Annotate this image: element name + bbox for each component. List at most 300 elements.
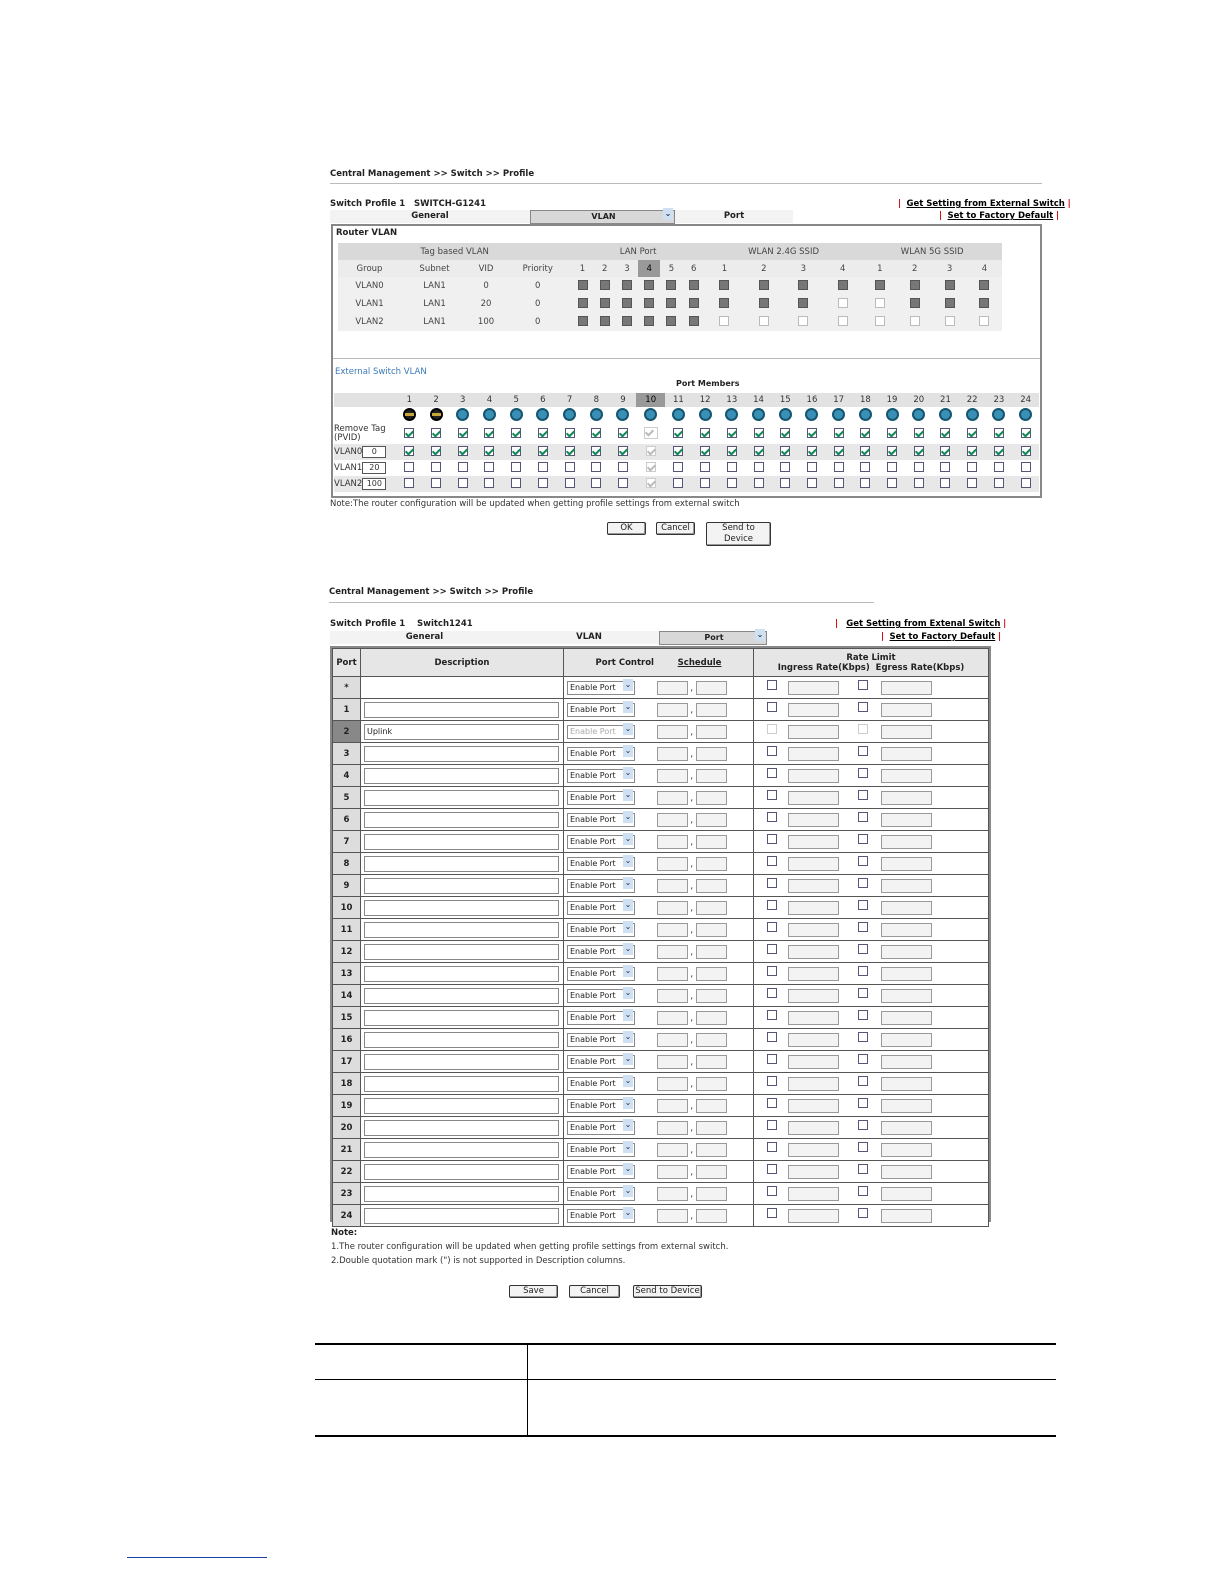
ingress-checkbox[interactable] [767,1076,777,1086]
vlan-id-input[interactable]: 0 [362,446,386,458]
remove-tag-checkbox[interactable] [404,428,414,438]
lan-member-checkbox[interactable] [578,316,588,326]
wlan5-member-checkbox[interactable] [910,316,920,326]
egress-checkbox[interactable] [858,988,868,998]
vlan-member-checkbox[interactable] [860,478,870,488]
description-input[interactable] [364,1120,559,1136]
ingress-rate-input[interactable] [788,1165,839,1179]
vlan-member-checkbox[interactable] [458,478,468,488]
remove-tag-checkbox[interactable] [1021,428,1031,438]
egress-checkbox[interactable] [858,680,868,690]
remove-tag-checkbox[interactable] [484,428,494,438]
schedule-input[interactable] [657,901,688,915]
vlan-member-checkbox[interactable] [727,478,737,488]
wlan5-member-checkbox[interactable] [945,316,955,326]
vlan-member-checkbox[interactable] [887,446,897,456]
schedule-input[interactable] [696,967,727,981]
schedule-input[interactable] [657,1011,688,1025]
port-control-select[interactable]: Enable Port ⌄ [567,901,635,915]
remove-tag-checkbox[interactable] [754,428,764,438]
schedule-input[interactable] [657,725,688,739]
vlan-member-checkbox[interactable] [565,446,575,456]
vlan-member-checkbox[interactable] [1021,462,1031,472]
schedule-input[interactable] [657,1165,688,1179]
schedule-input[interactable] [657,1033,688,1047]
egress-rate-input[interactable] [881,813,932,827]
port-control-select[interactable]: Enable Port ⌄ [567,967,635,981]
ingress-rate-input[interactable] [788,703,839,717]
vlan-member-checkbox[interactable] [565,478,575,488]
vlan-member-checkbox[interactable] [618,478,628,488]
lan-member-checkbox[interactable] [689,298,699,308]
vlan-member-checkbox[interactable] [458,446,468,456]
schedule-input[interactable] [696,879,727,893]
ingress-rate-input[interactable] [788,747,839,761]
egress-checkbox[interactable] [858,1164,868,1174]
wlan5-member-checkbox[interactable] [945,280,955,290]
description-input[interactable] [364,1098,559,1114]
description-input[interactable] [364,900,559,916]
vlan-member-checkbox[interactable] [431,478,441,488]
egress-checkbox[interactable] [858,1142,868,1152]
wlan5-member-checkbox[interactable] [875,298,885,308]
schedule-input[interactable] [696,791,727,805]
ingress-checkbox[interactable] [767,878,777,888]
wlan5-member-checkbox[interactable] [910,280,920,290]
vlan-member-checkbox[interactable] [754,478,764,488]
schedule-input[interactable] [696,835,727,849]
wlan5-member-checkbox[interactable] [875,280,885,290]
factory-default-link[interactable]: Set to Factory Default [889,632,996,642]
description-input[interactable] [364,1186,559,1202]
port-control-select[interactable]: Enable Port ⌄ [567,835,635,849]
vlan-member-checkbox[interactable] [591,446,601,456]
wlan24-member-checkbox[interactable] [759,298,769,308]
schedule-input[interactable] [657,835,688,849]
vlan-member-checkbox[interactable] [404,446,414,456]
ingress-rate-input[interactable] [788,1121,839,1135]
egress-rate-input[interactable] [881,747,932,761]
ingress-rate-input[interactable] [788,1055,839,1069]
egress-checkbox[interactable] [858,746,868,756]
ingress-checkbox[interactable] [767,922,777,932]
schedule-input[interactable] [696,989,727,1003]
lan-member-checkbox[interactable] [666,316,676,326]
tab-general[interactable]: General [330,210,530,223]
egress-checkbox[interactable] [858,1208,868,1218]
tab-port[interactable]: Port [675,210,793,223]
egress-rate-input[interactable] [881,1187,932,1201]
port-control-select[interactable]: Enable Port ⌄ [567,857,635,871]
egress-rate-input[interactable] [881,1165,932,1179]
schedule-input[interactable] [657,989,688,1003]
ingress-rate-input[interactable] [788,945,839,959]
ingress-checkbox[interactable] [767,1010,777,1020]
egress-checkbox[interactable] [858,790,868,800]
schedule-input[interactable] [657,1121,688,1135]
port-control-select[interactable]: Enable Port ⌄ [567,1121,635,1135]
ingress-rate-input[interactable] [788,791,839,805]
egress-rate-input[interactable] [881,725,932,739]
ingress-checkbox[interactable] [767,1142,777,1152]
vlan-member-checkbox[interactable] [484,446,494,456]
egress-checkbox[interactable] [858,1010,868,1020]
vlan-member-checkbox[interactable] [404,462,414,472]
description-input[interactable] [364,1076,559,1092]
schedule-input[interactable] [696,747,727,761]
lan-member-checkbox[interactable] [600,280,610,290]
egress-checkbox[interactable] [858,1186,868,1196]
ingress-checkbox[interactable] [767,1054,777,1064]
ingress-rate-input[interactable] [788,1033,839,1047]
wlan24-member-checkbox[interactable] [759,316,769,326]
vlan-member-checkbox[interactable] [458,462,468,472]
wlan24-member-checkbox[interactable] [759,280,769,290]
vlan-member-checkbox[interactable] [834,478,844,488]
egress-checkbox[interactable] [858,944,868,954]
port-control-select[interactable]: Enable Port ⌄ [567,1033,635,1047]
port-control-select[interactable]: Enable Port ⌄ [567,725,635,739]
egress-checkbox[interactable] [858,834,868,844]
port-control-select[interactable]: Enable Port ⌄ [567,703,635,717]
egress-rate-input[interactable] [881,945,932,959]
egress-checkbox[interactable] [858,1032,868,1042]
wlan24-member-checkbox[interactable] [719,298,729,308]
vlan-member-checkbox[interactable] [940,462,950,472]
vlan-member-checkbox[interactable] [646,462,656,472]
vlan-member-checkbox[interactable] [754,462,764,472]
schedule-input[interactable] [657,1055,688,1069]
description-input[interactable] [364,966,559,982]
vlan-member-checkbox[interactable] [914,478,924,488]
port-control-select[interactable]: Enable Port ⌄ [567,1209,635,1223]
vlan-member-checkbox[interactable] [484,462,494,472]
ingress-rate-input[interactable] [788,1187,839,1201]
ok-button[interactable]: OK [607,522,646,535]
vlan-member-checkbox[interactable] [591,478,601,488]
schedule-link[interactable]: Schedule [677,657,722,668]
description-input[interactable] [364,812,559,828]
description-input[interactable] [364,1164,559,1180]
vlan-member-checkbox[interactable] [673,446,683,456]
tab-port[interactable]: Port ⌄ [659,631,767,645]
wlan24-member-checkbox[interactable] [798,280,808,290]
vlan-member-checkbox[interactable] [887,462,897,472]
schedule-input[interactable] [696,1077,727,1091]
schedule-input[interactable] [696,1121,727,1135]
lan-member-checkbox[interactable] [622,298,632,308]
ingress-checkbox[interactable] [767,988,777,998]
description-input[interactable] [364,790,559,806]
remove-tag-checkbox[interactable] [860,428,870,438]
get-setting-link[interactable]: Get Setting from External Switch [906,199,1065,209]
ingress-rate-input[interactable] [788,1011,839,1025]
description-input[interactable] [364,768,559,784]
ingress-checkbox[interactable] [767,1032,777,1042]
schedule-input[interactable] [657,1077,688,1091]
vlan-member-checkbox[interactable] [967,478,977,488]
vlan-member-checkbox[interactable] [914,462,924,472]
ingress-rate-input[interactable] [788,857,839,871]
vlan-member-checkbox[interactable] [484,478,494,488]
schedule-input[interactable] [696,1033,727,1047]
ingress-rate-input[interactable] [788,1209,839,1223]
egress-rate-input[interactable] [881,1055,932,1069]
egress-rate-input[interactable] [881,989,932,1003]
cancel-button[interactable]: Cancel [569,1285,620,1298]
description-input[interactable] [364,1142,559,1158]
ingress-checkbox[interactable] [767,680,777,690]
egress-rate-input[interactable] [881,1209,932,1223]
ingress-checkbox[interactable] [767,724,777,734]
ingress-rate-input[interactable] [788,879,839,893]
ingress-rate-input[interactable] [788,835,839,849]
vlan-member-checkbox[interactable] [860,446,870,456]
schedule-input[interactable] [657,681,688,695]
save-button[interactable]: Save [509,1285,558,1298]
egress-checkbox[interactable] [858,856,868,866]
vlan-member-checkbox[interactable] [940,446,950,456]
lan-member-checkbox[interactable] [600,298,610,308]
cancel-button[interactable]: Cancel [656,522,695,535]
get-setting-link[interactable]: Get Setting from Extenal Switch [846,619,1001,629]
lan-member-checkbox[interactable] [666,280,676,290]
remove-tag-checkbox[interactable] [994,428,1004,438]
vlan-member-checkbox[interactable] [754,446,764,456]
remove-tag-checkbox[interactable] [644,427,658,439]
description-input[interactable] [364,988,559,1004]
egress-rate-input[interactable] [881,923,932,937]
ingress-rate-input[interactable] [788,1099,839,1113]
egress-checkbox[interactable] [858,1120,868,1130]
ingress-rate-input[interactable] [788,813,839,827]
lan-member-checkbox[interactable] [644,280,654,290]
egress-checkbox[interactable] [858,1076,868,1086]
vlan-member-checkbox[interactable] [591,462,601,472]
schedule-input[interactable] [657,1143,688,1157]
egress-checkbox[interactable] [858,1098,868,1108]
egress-checkbox[interactable] [858,878,868,888]
egress-rate-input[interactable] [881,1033,932,1047]
vlan-member-checkbox[interactable] [994,462,1004,472]
description-input[interactable] [364,702,559,718]
vlan-member-checkbox[interactable] [431,462,441,472]
vlan-member-checkbox[interactable] [700,478,710,488]
remove-tag-checkbox[interactable] [565,428,575,438]
vlan-member-checkbox[interactable] [673,478,683,488]
port-control-select[interactable]: Enable Port ⌄ [567,1187,635,1201]
wlan5-member-checkbox[interactable] [875,316,885,326]
schedule-input[interactable] [657,879,688,893]
port-control-select[interactable]: Enable Port ⌄ [567,989,635,1003]
vlan-id-input[interactable]: 20 [362,462,386,474]
port-control-select[interactable]: Enable Port ⌄ [567,791,635,805]
egress-rate-input[interactable] [881,1143,932,1157]
wlan24-member-checkbox[interactable] [838,280,848,290]
ingress-checkbox[interactable] [767,1186,777,1196]
description-input[interactable] [364,922,559,938]
egress-rate-input[interactable] [881,703,932,717]
ingress-rate-input[interactable] [788,769,839,783]
vlan-member-checkbox[interactable] [807,462,817,472]
remove-tag-checkbox[interactable] [511,428,521,438]
remove-tag-checkbox[interactable] [834,428,844,438]
vlan-member-checkbox[interactable] [646,446,656,456]
egress-rate-input[interactable] [881,967,932,981]
factory-default-link[interactable]: Set to Factory Default [947,211,1054,221]
schedule-input[interactable] [696,1209,727,1223]
vlan-member-checkbox[interactable] [994,478,1004,488]
remove-tag-checkbox[interactable] [780,428,790,438]
vlan-member-checkbox[interactable] [780,478,790,488]
egress-rate-input[interactable] [881,1077,932,1091]
vlan-id-input[interactable]: 100 [362,478,386,490]
ingress-checkbox[interactable] [767,768,777,778]
schedule-input[interactable] [696,901,727,915]
vlan-member-checkbox[interactable] [511,478,521,488]
lan-member-checkbox[interactable] [689,280,699,290]
schedule-input[interactable] [657,1209,688,1223]
egress-rate-input[interactable] [881,769,932,783]
egress-rate-input[interactable] [881,791,932,805]
remove-tag-checkbox[interactable] [967,428,977,438]
lan-member-checkbox[interactable] [644,298,654,308]
remove-tag-checkbox[interactable] [538,428,548,438]
egress-checkbox[interactable] [858,900,868,910]
remove-tag-checkbox[interactable] [673,428,683,438]
ingress-rate-input[interactable] [788,967,839,981]
ingress-checkbox[interactable] [767,790,777,800]
schedule-input[interactable] [657,945,688,959]
wlan24-member-checkbox[interactable] [798,298,808,308]
wlan24-member-checkbox[interactable] [838,298,848,308]
remove-tag-checkbox[interactable] [700,428,710,438]
vlan-member-checkbox[interactable] [940,478,950,488]
vlan-member-checkbox[interactable] [673,462,683,472]
wlan24-member-checkbox[interactable] [798,316,808,326]
schedule-input[interactable] [657,791,688,805]
description-input[interactable] [364,1010,559,1026]
schedule-input[interactable] [657,923,688,937]
description-input[interactable] [364,746,559,762]
ingress-rate-input[interactable] [788,681,839,695]
schedule-input[interactable] [696,923,727,937]
vlan-member-checkbox[interactable] [834,462,844,472]
vlan-member-checkbox[interactable] [618,462,628,472]
ingress-rate-input[interactable] [788,1077,839,1091]
description-input[interactable] [364,856,559,872]
egress-rate-input[interactable] [881,879,932,893]
wlan5-member-checkbox[interactable] [979,316,989,326]
tab-vlan[interactable]: VLAN ⌄ [530,210,675,224]
vlan-member-checkbox[interactable] [860,462,870,472]
ingress-checkbox[interactable] [767,834,777,844]
ingress-checkbox[interactable] [767,966,777,976]
lan-member-checkbox[interactable] [578,280,588,290]
egress-checkbox[interactable] [858,724,868,734]
wlan24-member-checkbox[interactable] [719,280,729,290]
egress-rate-input[interactable] [881,681,932,695]
egress-checkbox[interactable] [858,812,868,822]
vlan-member-checkbox[interactable] [404,478,414,488]
egress-rate-input[interactable] [881,1121,932,1135]
egress-checkbox[interactable] [858,922,868,932]
schedule-input[interactable] [696,857,727,871]
lan-member-checkbox[interactable] [666,298,676,308]
schedule-input[interactable] [696,1011,727,1025]
vlan-member-checkbox[interactable] [511,446,521,456]
wlan5-member-checkbox[interactable] [945,298,955,308]
vlan-member-checkbox[interactable] [834,446,844,456]
vlan-member-checkbox[interactable] [700,446,710,456]
ingress-checkbox[interactable] [767,1164,777,1174]
vlan-member-checkbox[interactable] [780,462,790,472]
vlan-member-checkbox[interactable] [967,462,977,472]
egress-checkbox[interactable] [858,966,868,976]
wlan24-member-checkbox[interactable] [719,316,729,326]
vlan-member-checkbox[interactable] [538,446,548,456]
schedule-input[interactable] [696,1165,727,1179]
port-control-select[interactable]: Enable Port ⌄ [567,747,635,761]
port-control-select[interactable]: Enable Port ⌄ [567,1165,635,1179]
description-input[interactable] [364,1032,559,1048]
vlan-member-checkbox[interactable] [887,478,897,488]
wlan5-member-checkbox[interactable] [979,280,989,290]
description-input[interactable] [364,1054,559,1070]
vlan-member-checkbox[interactable] [646,478,656,488]
description-input[interactable] [364,1208,559,1224]
port-control-select[interactable]: Enable Port ⌄ [567,1055,635,1069]
port-control-select[interactable]: Enable Port ⌄ [567,879,635,893]
egress-rate-input[interactable] [881,835,932,849]
vlan-member-checkbox[interactable] [1021,446,1031,456]
egress-checkbox[interactable] [858,768,868,778]
vlan-member-checkbox[interactable] [727,446,737,456]
vlan-member-checkbox[interactable] [538,462,548,472]
remove-tag-checkbox[interactable] [727,428,737,438]
ingress-rate-input[interactable] [788,1143,839,1157]
vlan-member-checkbox[interactable] [914,446,924,456]
lan-member-checkbox[interactable] [622,280,632,290]
schedule-input[interactable] [657,813,688,827]
ingress-checkbox[interactable] [767,1098,777,1108]
lan-member-checkbox[interactable] [622,316,632,326]
port-control-select[interactable]: Enable Port ⌄ [567,1099,635,1113]
port-control-select[interactable]: Enable Port ⌄ [567,1143,635,1157]
vlan-member-checkbox[interactable] [780,446,790,456]
port-control-select[interactable]: Enable Port ⌄ [567,769,635,783]
send-to-device-button[interactable]: Send to Device [706,522,771,546]
schedule-input[interactable] [696,725,727,739]
schedule-input[interactable] [696,1143,727,1157]
description-input[interactable] [364,878,559,894]
schedule-input[interactable] [657,857,688,871]
ingress-rate-input[interactable] [788,989,839,1003]
description-input[interactable] [364,944,559,960]
egress-rate-input[interactable] [881,1011,932,1025]
description-input[interactable]: Uplink [364,724,559,740]
lan-member-checkbox[interactable] [689,316,699,326]
ingress-checkbox[interactable] [767,702,777,712]
vlan-member-checkbox[interactable] [618,446,628,456]
ingress-checkbox[interactable] [767,900,777,910]
lan-member-checkbox[interactable] [644,316,654,326]
schedule-input[interactable] [657,1187,688,1201]
vlan-member-checkbox[interactable] [431,446,441,456]
wlan5-member-checkbox[interactable] [979,298,989,308]
schedule-input[interactable] [657,747,688,761]
ingress-checkbox[interactable] [767,856,777,866]
